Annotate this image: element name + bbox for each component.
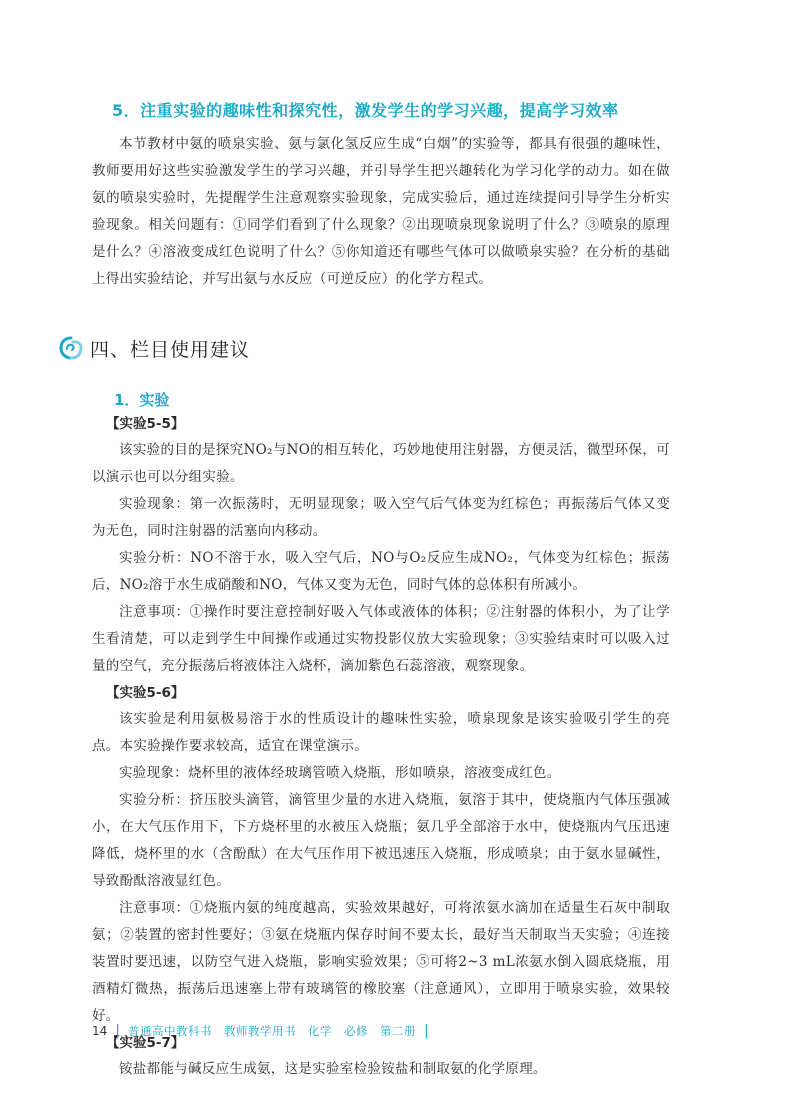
- experiment-5-6-notes: 注意事项：①烧瓶内氨的纯度越高，实验效果越好，可将浓氨水滴加在适量生石灰中制取氨；②装置的密封性要好；③氨在烧瓶内保存时间不要太长，最好当天制取当天实验；④连接装置时要迅速，以防空气进入烧瓶，影响实验效果；⑤可将2~3 mL浓氨水倒入圆底烧瓶，用酒精灯微热，振荡后迅速塞上带有玻璃管的橡胶塞（注意通风），立即用于喷泉实验，效果较好。: [92, 900, 670, 1024]
- footer-book-title: 普通高中教科书 教师教学用书 化学 必修 第二册: [128, 1024, 416, 1038]
- section4-header: [58, 333, 670, 363]
- experiment-5-7-principle: 铵盐都能与碱反应生成氨，这是实验室检验铵盐和制取氨的化学原理。: [119, 1061, 547, 1077]
- section4-title: 四、栏目使用建议: [90, 338, 251, 361]
- page-footer: [92, 1023, 429, 1039]
- experiment-5-6-phenomenon: 实验现象：烧杯里的液体经玻璃管喷入烧瓶，形如喷泉，溶液变成红色。: [119, 765, 561, 781]
- experiment-5-6-label: 【实验5-6】: [106, 685, 185, 701]
- experiment-5-5-notes: 注意事项：①操作时要注意控制好吸入气体或液体的体积；②注射器的体积小，为了让学生看清楚，可以走到学生中间操作或通过实物投影仪放大实验现象；③实验结束时可以吸入过量的空气，充分振荡后将液体注入烧杯，滴加紫色石蕊溶液，观察现象。: [92, 604, 670, 674]
- experiment-5-5-analysis: 实验分析：NO不溶于水，吸入空气后，NO与O₂反应生成NO₂，气体变为红棕色；振荡后，NO₂溶于水生成硝酸和NO，气体又变为无色，同时气体的总体积有所减小。: [92, 550, 670, 593]
- experiment-5-5-label: 【实验5-5】: [106, 416, 185, 432]
- subsection-title: 1．实验: [114, 391, 170, 409]
- page-content: [92, 98, 670, 1083]
- swirl-icon: [58, 335, 84, 361]
- section5-heading: 5．注重实验的趣味性和探究性，激发学生的学习兴趣，提高学习效率: [112, 101, 619, 120]
- footer-end-separator: |: [424, 1023, 429, 1039]
- page-number: 14: [92, 1024, 108, 1038]
- section5-paragraph: 本节教材中氨的喷泉实验、氨与氯化氢反应生成“白烟”的实验等，都具有很强的趣味性，教师要用好这些实验激发学生的学习兴趣，并引导学生把兴趣转化为学习化学的动力。如在做氨的喷泉实验时，先提醒学生注意观察实验现象，完成实验后，通过连续提问引导学生分析实验现象。相关问题有：①同学们看到了什么现象？②出现喷泉现象说明了什么？③喷泉的原理是什么？④溶液变成红色说明了什么？⑤你知道还有哪些气体可以做喷泉实验？在分析的基础上得出实验结论，并写出氨与水反应（可逆反应）的化学方程式。: [92, 136, 670, 287]
- footer-separator: |: [115, 1023, 120, 1039]
- experiment-5-5-purpose: 该实验的目的是探究NO₂与NO的相互转化，巧妙地使用注射器，方便灵活，微型环保，可以演示也可以分组实验。: [92, 442, 670, 485]
- experiment-5-6-purpose: 该实验是利用氨极易溶于水的性质设计的趣味性实验，喷泉现象是该实验吸引学生的亮点。本实验操作要求较高，适宜在课堂演示。: [92, 711, 670, 754]
- experiment-5-6-analysis: 实验分析：挤压胶头滴管，滴管里少量的水进入烧瓶，氨溶于其中，使烧瓶内气体压强减小，在大气压作用下，下方烧杯里的水被压入烧瓶；氨几乎全部溶于水中，使烧瓶内气压迅速降低，烧杯里的水（含酚酞）在大气压作用下被迅速压入烧瓶，形成喷泉；由于氨水显碱性，导致酚酞溶液显红色。: [92, 792, 670, 889]
- experiment-5-5-phenomenon: 实验现象：第一次振荡时，无明显现象；吸入空气后气体变为红棕色；再振荡后气体又变为无色，同时注射器的活塞向内移动。: [92, 496, 670, 539]
- experiment-5-7-label: 【实验5-7】: [106, 1035, 185, 1051]
